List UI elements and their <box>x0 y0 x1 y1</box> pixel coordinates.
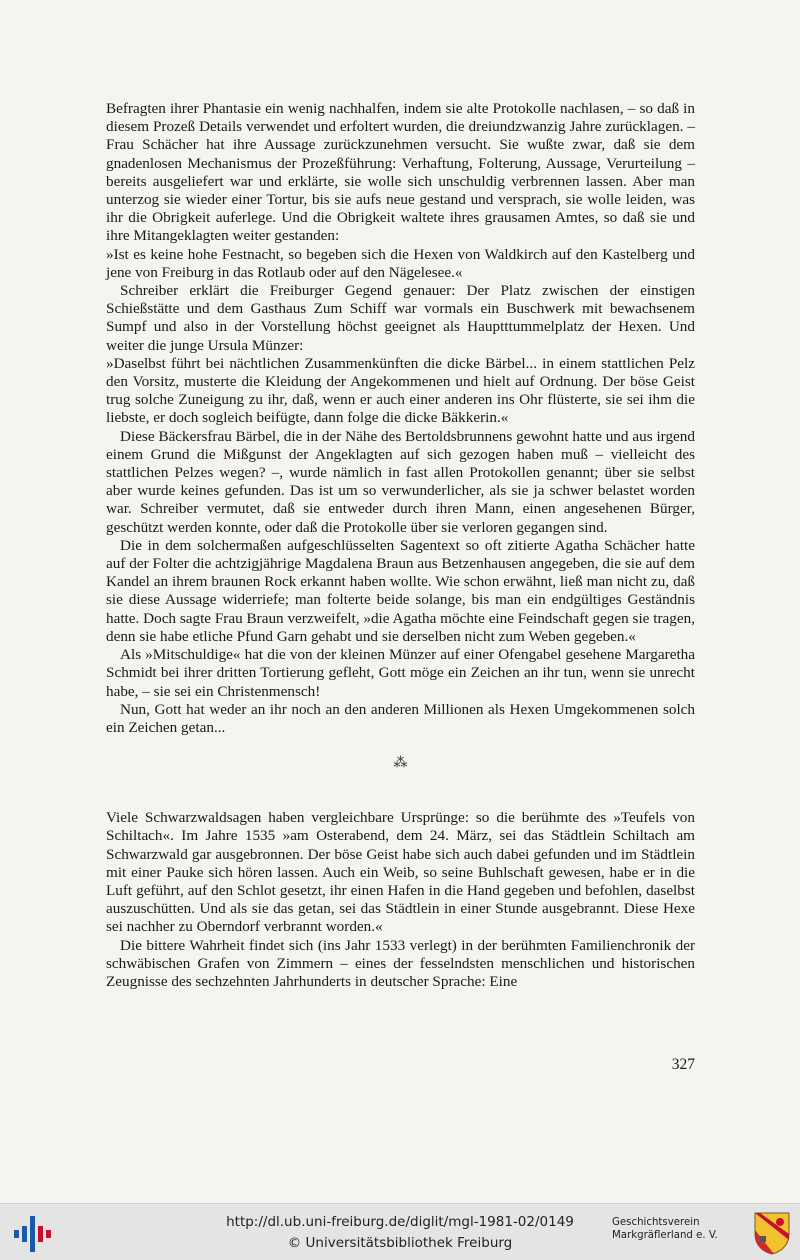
paragraph: Schreiber erklärt die Freiburger Gegend genauer: Der Platz zwischen der einstigen Schießstätte und dem Gasthaus Zum Schiff war vormals ein Buschwerk mit bewachsenem Sumpf und also in der Vorstellung höchst geeignet als Hauptttummelplatz der Hexen. Und weiter die junge Ursula Münzer: <box>106 282 695 354</box>
paragraph: Die bittere Wahrheit findet sich (ins Jahr 1533 verlegt) in der berühmten Familienchronik der schwäbischen Grafen von Zimmern – eines der fesselndsten menschlichen und historischen Zeugnisse des sechzehnten Jahrhunderts in deutscher Sprache: Eine <box>106 936 695 990</box>
paragraph-group-2 <box>106 809 695 991</box>
paragraph: Viele Schwarzwaldsagen haben vergleichbare Ursprünge: so die berühmte des »Teufels von Schiltach«. Im Jahre 1535 »am Osterabend, dem 24. März, sei das Städtlein Schiltach am Schwarzwald gar ausgebronnen. Der böse Geist habe sich auch dabei gefunden und im Städtlein mit einer Pauke sich hören lassen. Auch ein Weib, so seine Buhlschaft gewesen, habe er in die Luft geführt, auf den Schlot gesetzt, ihr einen Hafen in die Hand gegeben und befohlen, daselbst auszuschütten. Und als sie das getan, sei das Städtlein in einer Stunde ausgebrannt. Diese Hexe sei nachher zu Oberndorf verbrannt worden.« <box>106 809 695 936</box>
paragraph: Nun, Gott hat weder an ihr noch an den anderen Millionen als Hexen Umgekommenen solch ein Zeichen getan... <box>106 700 695 736</box>
paragraph: Als »Mitschuldige« hat die von der kleinen Münzer auf einer Ofengabel gesehene Margaretha Schmidt bei ihrer dritten Tortierung gefleht, Gott möge ein Zeichen an ihr tun, wenn sie unrecht habe, – sie sei ein Christenmensch! <box>106 646 695 700</box>
body-text <box>106 100 695 991</box>
paragraph: Befragten ihrer Phantasie ein wenig nachhalfen, indem sie alte Protokolle nachlasen, – so daß in diesem Prozeß Details verwendet und erfoltert wurden, die dreiundzwanzig Jahre zurücklagen. – Frau Schächer hat ihre Aussage zurückzunehmen versucht. Sie wußte zwar, daß sie dem gnadenlosen Mechanismus der Prozeßführung: Verhaftung, Folterung, Aussage, Verurteilung – bereits ausgeliefert war und erklärte, sie wolle sich unschuldig verbrennen lassen. Aber man unterzog sie wieder einer Tortur, bis sie aufs neue gestand und versprach, sie wolle leiden, was ihr die Obrigkeit auferlege. Und die Obrigkeit waltete ihres grausamen Amtes, so daß sie und ihre Mitangeklagten weiter gestanden: <box>106 100 695 245</box>
ub-freiburg-logo-icon[interactable] <box>12 1212 52 1256</box>
paragraph-quote: »Ist es keine hohe Festnacht, so begeben sich die Hexen von Waldkirch auf den Kastelberg und jene von Freiburg in das Rotlaub oder auf den Nägelesee.« <box>106 245 695 281</box>
paragraph: Die in dem solchermaßen aufgeschlüsselten Sagentext so oft zitierte Agatha Schächer hatte auf der Folter die achtzigjährige Magdalena Braun aus Betzenhausen angegeben, die sie auf dem Kandel an ihrem braunen Rock erkannt haben wollte. Wie schon erwähnt, ließ man nicht zu, daß sie diese Aussage widerriefe; man folterte beide solange, bis man ein endgültiges Geständnis hatte. Doch sagte Frau Braun verzweifelt, »die Agatha möchte eine Feindschaft gegen sie tragen, denn sie habe etliche Pfund Garn gehabt und sie derselben nicht zum Weben gegeben.« <box>106 536 695 645</box>
paragraph: Diese Bäckersfrau Bärbel, die in der Nähe des Bertoldsbrunnens gewohnt hatte und aus irgend einem Grund die Mißgunst der Angeklagten auf sich gezogen haben muß – vielleicht des stattlichen Pelzes wegen? –, wurde nämlich in fast allen Protokollen genannt; über sie selbst aber wurde keines gefunden. Das ist um so verwunderlicher, als sie ja schwer belastet worden war. Schreiber vermutet, daß sie entweder durch ihren Mann, einen angesehenen Bürger, geschützt werden konnte, oder daß die Protokolle über sie verloren gegangen sind. <box>106 427 695 536</box>
copyright-text: © Universitätsbibliothek Freiburg <box>287 1235 513 1251</box>
footer-citation <box>150 1212 650 1254</box>
viewer-footer <box>0 1203 800 1260</box>
publisher-line-1: Geschichtsverein <box>612 1217 700 1228</box>
coat-of-arms-icon <box>752 1210 792 1256</box>
publisher-line-2: Markgräflerland e. V. <box>612 1230 718 1241</box>
permalink-link[interactable]: http://dl.ub.uni-freiburg.de/diglit/mgl-1981-02/0149 <box>226 1214 574 1230</box>
paragraph-group-1 <box>106 100 695 737</box>
section-divider: ⁂ <box>393 756 408 772</box>
paragraph-quote: »Daselbst führt bei nächtlichen Zusammenkünften die dicke Bärbel... in einem stattlichen Pelz den Vorsitz, musterte die Kleidung der Angekommenen und hielt auf Ordnung. Der böse Geist trug solche Zuneigung zu ihr, daß, wenn er auch einer anderen ins Ohr flüsterte, sie sei ihm die liebste, er doch sogleich beifügte, dann folge die dicke Bäkkerin.« <box>106 354 695 427</box>
page-number: 327 <box>671 1056 695 1073</box>
publisher-name <box>612 1216 747 1242</box>
